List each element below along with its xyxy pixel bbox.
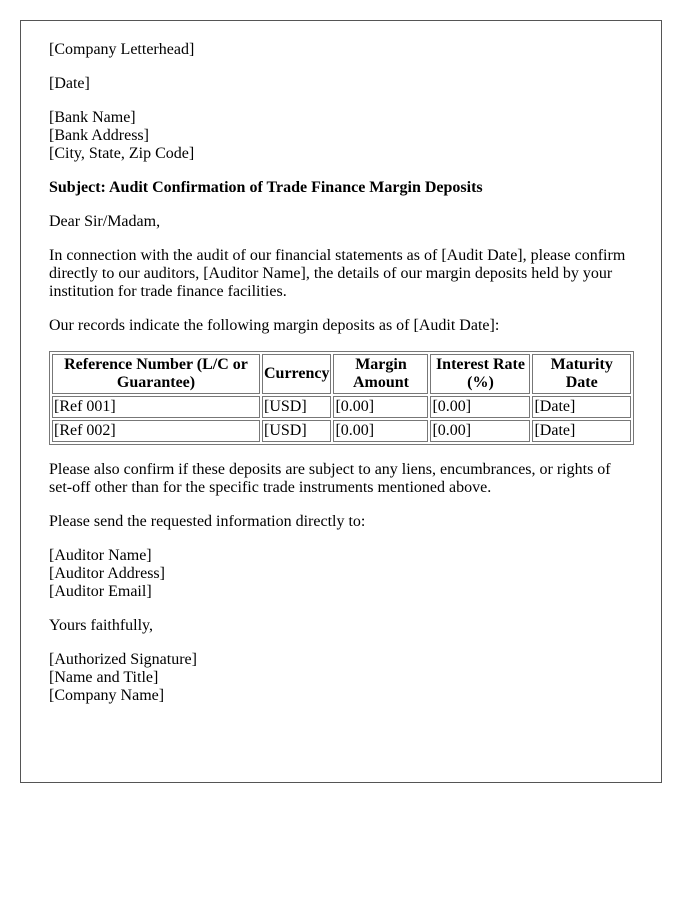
cell-margin-amount: [0.00] (333, 420, 428, 442)
cell-interest-rate: [0.00] (430, 396, 530, 418)
table-row (52, 396, 631, 418)
closing: Yours faithfully, (49, 617, 154, 634)
cell-interest-rate: [0.00] (430, 420, 530, 442)
authorized-signature: [Authorized Signature] (49, 651, 197, 668)
letterhead: [Company Letterhead] (49, 41, 195, 58)
header-currency: Currency (262, 354, 331, 394)
bank-address-block (49, 109, 633, 163)
signature-block (49, 651, 633, 705)
bank-city: [City, State, Zip Code] (49, 145, 195, 162)
records-intro: Our records indicate the following margin deposits as of [Audit Date]: (49, 317, 500, 334)
cell-reference: [Ref 002] (52, 420, 260, 442)
cell-margin-amount: [0.00] (333, 396, 428, 418)
liens-paragraph: Please also confirm if these deposits are subject to any liens, encumbrances, or rights of set-off other than for the specific trade instruments mentioned above. (49, 461, 611, 496)
header-maturity-date: Maturity Date (532, 354, 631, 394)
cell-maturity-date: [Date] (532, 420, 631, 442)
subject: Subject: Audit Confirmation of Trade Finance Margin Deposits (49, 179, 483, 196)
auditor-email: [Auditor Email] (49, 583, 152, 600)
auditor-address: [Auditor Address] (49, 565, 165, 582)
send-to: Please send the requested information directly to: (49, 513, 366, 530)
table-row (52, 420, 631, 442)
header-reference: Reference Number (L/C or Guarantee) (52, 354, 260, 394)
deposits-table (49, 351, 634, 445)
letter (20, 20, 662, 783)
intro-paragraph: In connection with the audit of our financial statements as of [Audit Date], please confirm directly to our auditors, [Auditor Name], the details of our margin deposits held by your institution for trade finance facilities. (49, 247, 626, 300)
auditor-name: [Auditor Name] (49, 547, 152, 564)
cell-reference: [Ref 001] (52, 396, 260, 418)
salutation: Dear Sir/Madam, (49, 213, 161, 230)
cell-maturity-date: [Date] (532, 396, 631, 418)
table-header-row (52, 354, 631, 394)
date: [Date] (49, 75, 90, 92)
bank-address: [Bank Address] (49, 127, 149, 144)
bank-name: [Bank Name] (49, 109, 136, 126)
header-margin-amount: Margin Amount (333, 354, 428, 394)
cell-currency: [USD] (262, 396, 331, 418)
header-interest-rate: Interest Rate (%) (430, 354, 530, 394)
auditor-block (49, 547, 633, 601)
company-name: [Company Name] (49, 687, 165, 704)
cell-currency: [USD] (262, 420, 331, 442)
name-and-title: [Name and Title] (49, 669, 159, 686)
